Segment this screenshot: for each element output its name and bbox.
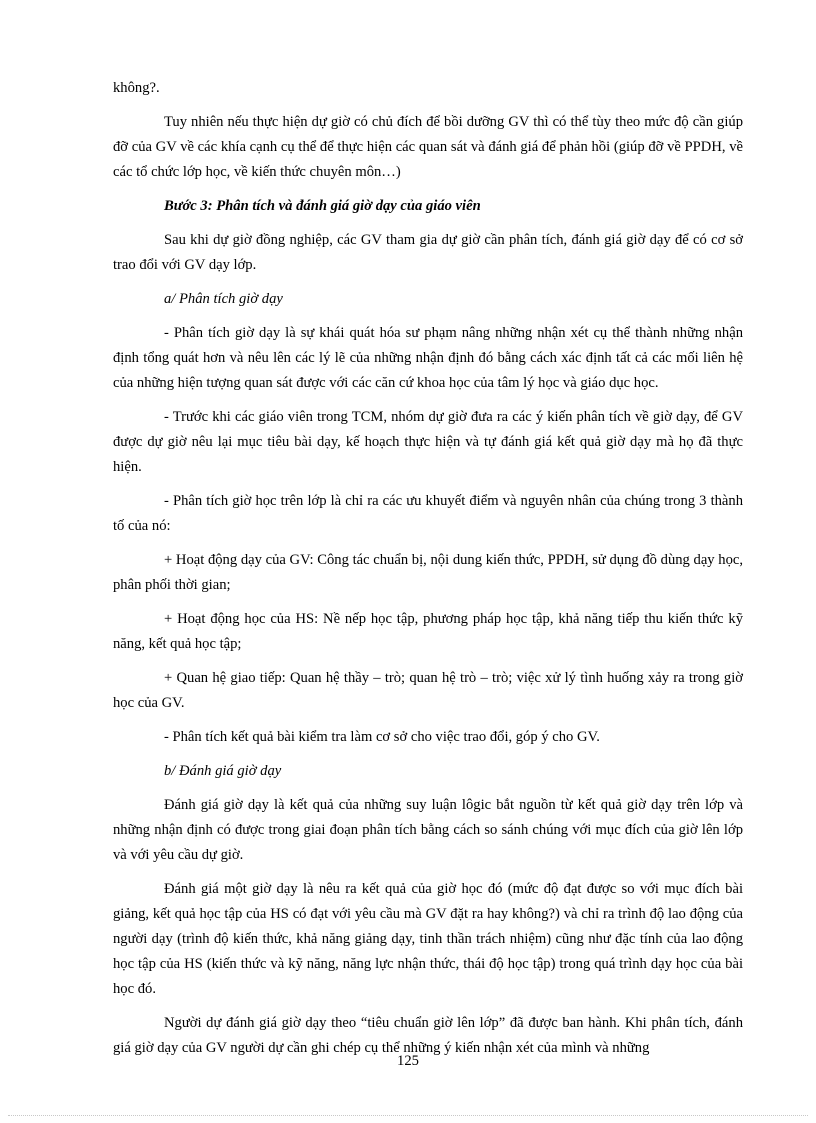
subheading-analysis: a/ Phân tích giờ dạy bbox=[164, 291, 283, 307]
list-item-communication: + Quan hệ giao tiếp: Quan hệ thầy – trò; quan hệ trò – trò; việc xử lý tình huống xảy ra trong giờ học của GV. bbox=[113, 670, 743, 711]
subheading-evaluation: b/ Đánh giá giờ dạy bbox=[164, 763, 282, 779]
page-body bbox=[113, 76, 743, 1070]
paragraph-test-analysis: - Phân tích kết quả bài kiểm tra làm cơ sở cho việc trao đổi, góp ý cho GV. bbox=[164, 729, 600, 745]
paragraph-evaluation-detail: Đánh giá một giờ dạy là nêu ra kết quả của giờ học đó (mức độ đạt được so với mục đích bài giảng, kết quả học tập của HS có đạt với yêu cầu mà GV đặt ra hay không?) và chỉ ra trình độ lao động của người dạy (trình độ kiến thức, khả năng giảng dạy, tinh thần trách nhiệm) cũng như đặc tính của lao động học tập của HS (kiến thức và kỹ năng, năng lực nhận thức, thái độ học tập) trong quá trình dạy học của bài học đó. bbox=[113, 881, 743, 997]
paragraph-observation-purpose: Tuy nhiên nếu thực hiện dự giờ có chủ đích để bồi dưỡng GV thì có thể tùy theo mức độ cần giúp đỡ của GV về các khía cạnh cụ thể để thực hiện các quan sát và đánh giá để phản hồi (giúp đỡ về PPDH, về các tổ chức lớp học, về kiến thức chuyên môn…) bbox=[113, 114, 743, 180]
page-number: 125 bbox=[397, 1053, 419, 1069]
paragraph-continuation: không?. bbox=[113, 80, 160, 96]
paragraph-analysis-before: - Trước khi các giáo viên trong TCM, nhóm dự giờ đưa ra các ý kiến phân tích về giờ dạy, để GV được dự giờ nêu lại mục tiêu bài dạy, kế hoạch thực hiện và tự đánh giá kết quả giờ dạy mà họ đã thực hiện. bbox=[113, 409, 743, 475]
paragraph-analysis-components: - Phân tích giờ học trên lớp là chỉ ra các ưu khuyết điểm và nguyên nhân của chúng trong 3 thành tố của nó: bbox=[113, 493, 743, 534]
section-heading-step-3: Bước 3: Phân tích và đánh giá giờ dạy của giáo viên bbox=[164, 198, 481, 214]
paragraph-analysis-definition: - Phân tích giờ dạy là sự khái quát hóa sư phạm nâng những nhận xét cụ thể thành những nhận định tổng quát hơn và nêu lên các lý lẽ của những nhận định đó bằng cách xác định tất cả các mối liên hệ của những hiện tượng quan sát được với các căn cứ khoa học của tâm lý học và giáo dục học. bbox=[113, 325, 743, 391]
page-bottom-divider bbox=[8, 1115, 808, 1116]
paragraph-evaluation-standard: Người dự đánh giá giờ dạy theo “tiêu chuẩn giờ lên lớp” đã được ban hành. Khi phân tích, đánh giá giờ dạy của GV người dự cần ghi chép cụ thể những ý kiến nhận xét của mình và những bbox=[113, 1015, 743, 1056]
list-item-teaching-activity: + Hoạt động dạy của GV: Công tác chuẩn bị, nội dung kiến thức, PPDH, sử dụng đồ dùng dạy học, phân phối thời gian; bbox=[113, 552, 743, 593]
paragraph-evaluation-definition: Đánh giá giờ dạy là kết quả của những suy luận lôgic bắt nguồn từ kết quả giờ dạy trên lớp và những nhận định có được trong giai đoạn phân tích bằng cách so sánh chúng với mục đích của giờ lên lớp và với yêu cầu dự giờ. bbox=[113, 797, 743, 863]
list-item-learning-activity: + Hoạt động học của HS: Nề nếp học tập, phương pháp học tập, khả năng tiếp thu kiến thức kỹ năng, kết quả học tập; bbox=[113, 611, 743, 652]
paragraph-after-observation: Sau khi dự giờ đồng nghiệp, các GV tham gia dự giờ cần phân tích, đánh giá giờ dạy để có cơ sở trao đổi với GV dạy lớp. bbox=[113, 232, 743, 273]
